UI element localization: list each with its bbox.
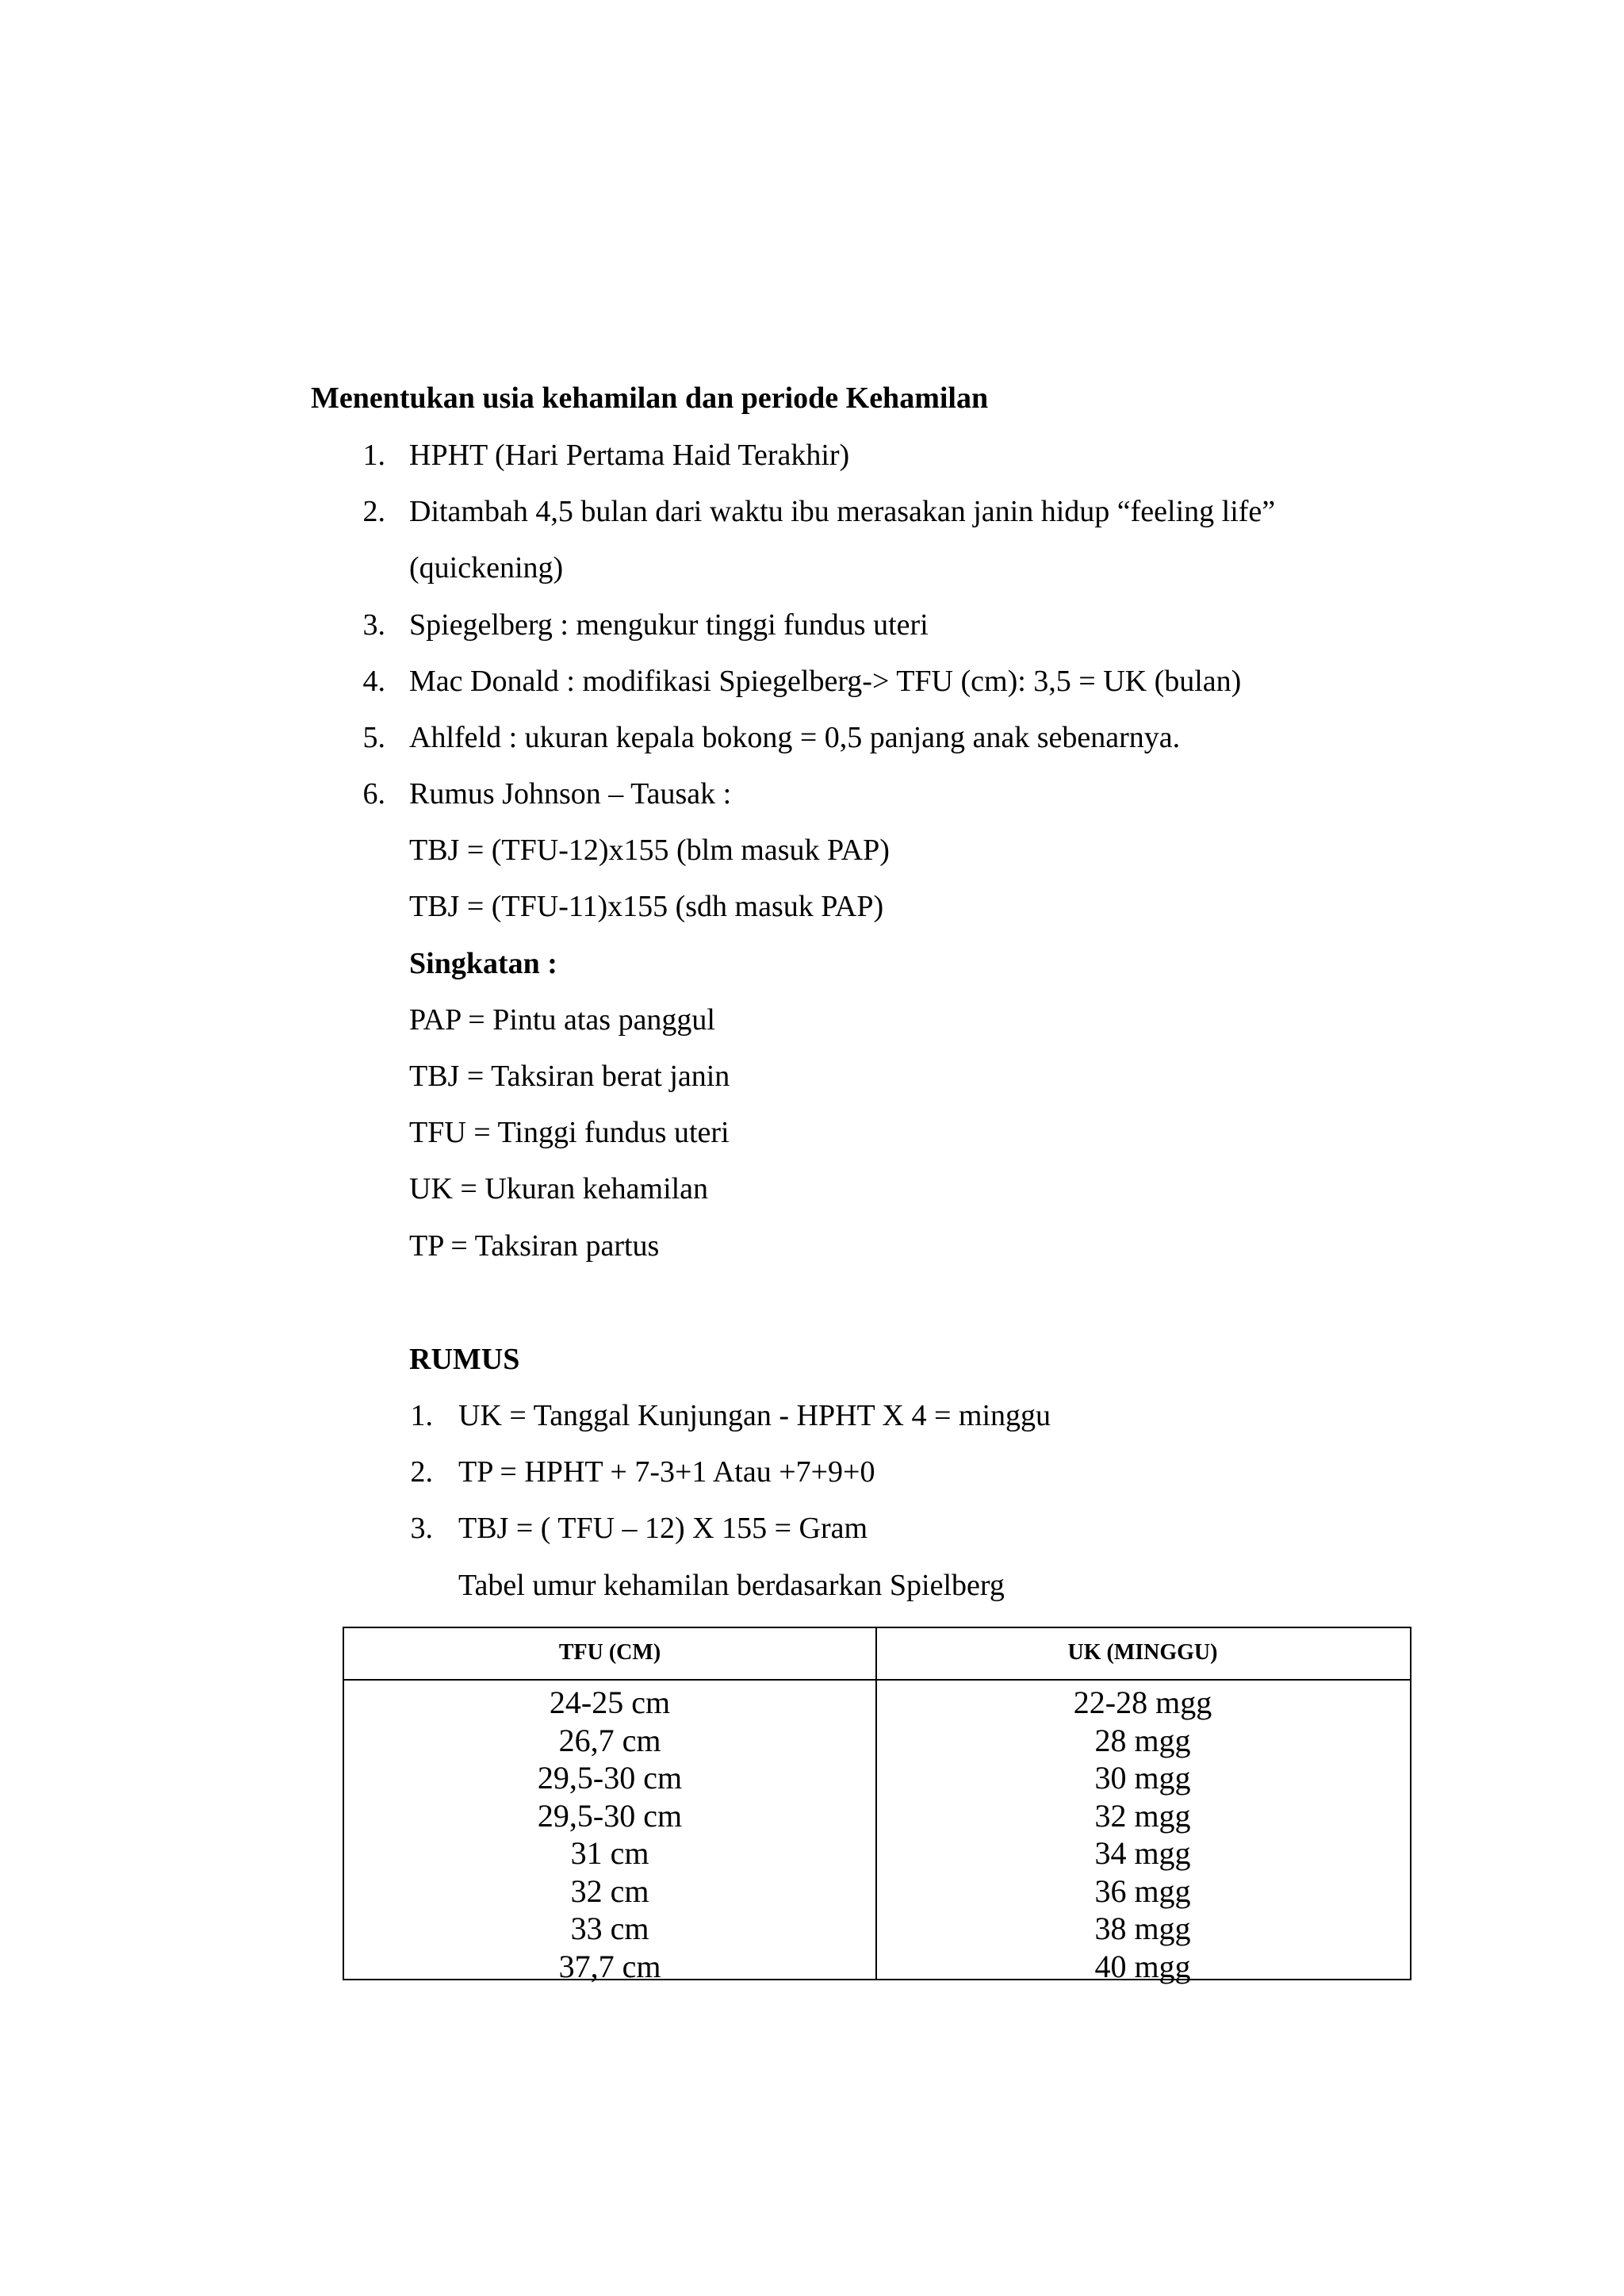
list-item-number: 2. [410,1455,433,1489]
table-divider [344,1679,1410,1681]
list-item-number: 4. [362,665,385,698]
table-cell: 24-25 cm [549,1685,671,1720]
list-item: Spiegelberg : mengukur tinggi fundus uteri [409,608,929,642]
list-item: Mac Donald : modifikasi Spiegelberg-> TFU (cm): 3,5 = UK (bulan) [409,665,1242,698]
list-item: Rumus Johnson – Tausak : [409,777,732,811]
table-cell: 38 mgg [1094,1911,1191,1946]
table-header-uk: UK (MINGGU) [1067,1640,1218,1665]
abbreviation-item: UK = Ukuran kehamilan [409,1172,709,1205]
abbreviation-item: TP = Taksiran partus [409,1229,660,1263]
list-item-number: 1. [362,439,385,472]
list-item-number: 3. [362,608,385,642]
rumus-item: TP = HPHT + 7-3+1 Atau +7+9+0 [458,1455,875,1489]
abbreviation-item: TBJ = Taksiran berat janin [409,1060,730,1093]
list-item-number: 3. [410,1512,433,1545]
table-cell: 29,5-30 cm [537,1760,683,1796]
table-cell: 29,5-30 cm [537,1797,683,1834]
table-cell: 36 mgg [1094,1872,1191,1909]
page-title: Menentukan usia kehamilan dan periode Kehamilan [311,381,989,415]
list-item-number: 6. [362,777,385,811]
table-cell: 30 mgg [1094,1760,1191,1796]
list-item: Ahlfeld : ukuran kepala bokong = 0,5 panjang anak sebenarnya. [409,721,1181,754]
table-cell: 32 cm [570,1872,649,1909]
list-item: HPHT (Hari Pertama Haid Terakhir) [409,439,850,472]
table-cell: 28 mgg [1094,1722,1191,1758]
gestational-age-table [343,1627,1411,1984]
abbreviations-heading: Singkatan : [409,947,557,980]
table-cell: 40 mgg [1094,1948,1191,1984]
table-cell: 33 cm [570,1911,649,1946]
list-item-number: 5. [362,721,385,754]
table-cell: 22-28 mgg [1073,1685,1212,1720]
list-item-continuation: (quickening) [409,551,564,585]
table-cell: 31 cm [570,1835,649,1871]
rumus-item: UK = Tanggal Kunjungan - HPHT X 4 = minggu [458,1399,1051,1432]
table-column-uk [877,1684,1408,1985]
list-item-number: 1. [410,1399,433,1432]
list-item: Ditambah 4,5 bulan dari waktu ibu merasakan janin hidup “feeling life” [409,495,1276,528]
rumus-item: TBJ = ( TFU – 12) X 155 = Gram [458,1512,868,1545]
table-header-tfu: TFU (CM) [558,1640,661,1665]
table-column-tfu [344,1684,875,1985]
table-cell: 26,7 cm [558,1722,661,1758]
table-cell: 34 mgg [1094,1835,1191,1871]
rumus-heading: RUMUS [409,1343,520,1376]
abbreviation-item: PAP = Pintu atas panggul [409,1003,715,1037]
list-item-number: 2. [362,495,385,528]
formula-line: TBJ = (TFU-12)x155 (blm masuk PAP) [409,834,890,867]
abbreviation-item: TFU = Tinggi fundus uteri [409,1116,730,1149]
table-cell: 32 mgg [1094,1797,1191,1834]
table-caption: Tabel umur kehamilan berdasarkan Spielberg [458,1569,1005,1602]
table-cell: 37,7 cm [558,1948,661,1984]
formula-line: TBJ = (TFU-11)x155 (sdh masuk PAP) [409,890,884,923]
